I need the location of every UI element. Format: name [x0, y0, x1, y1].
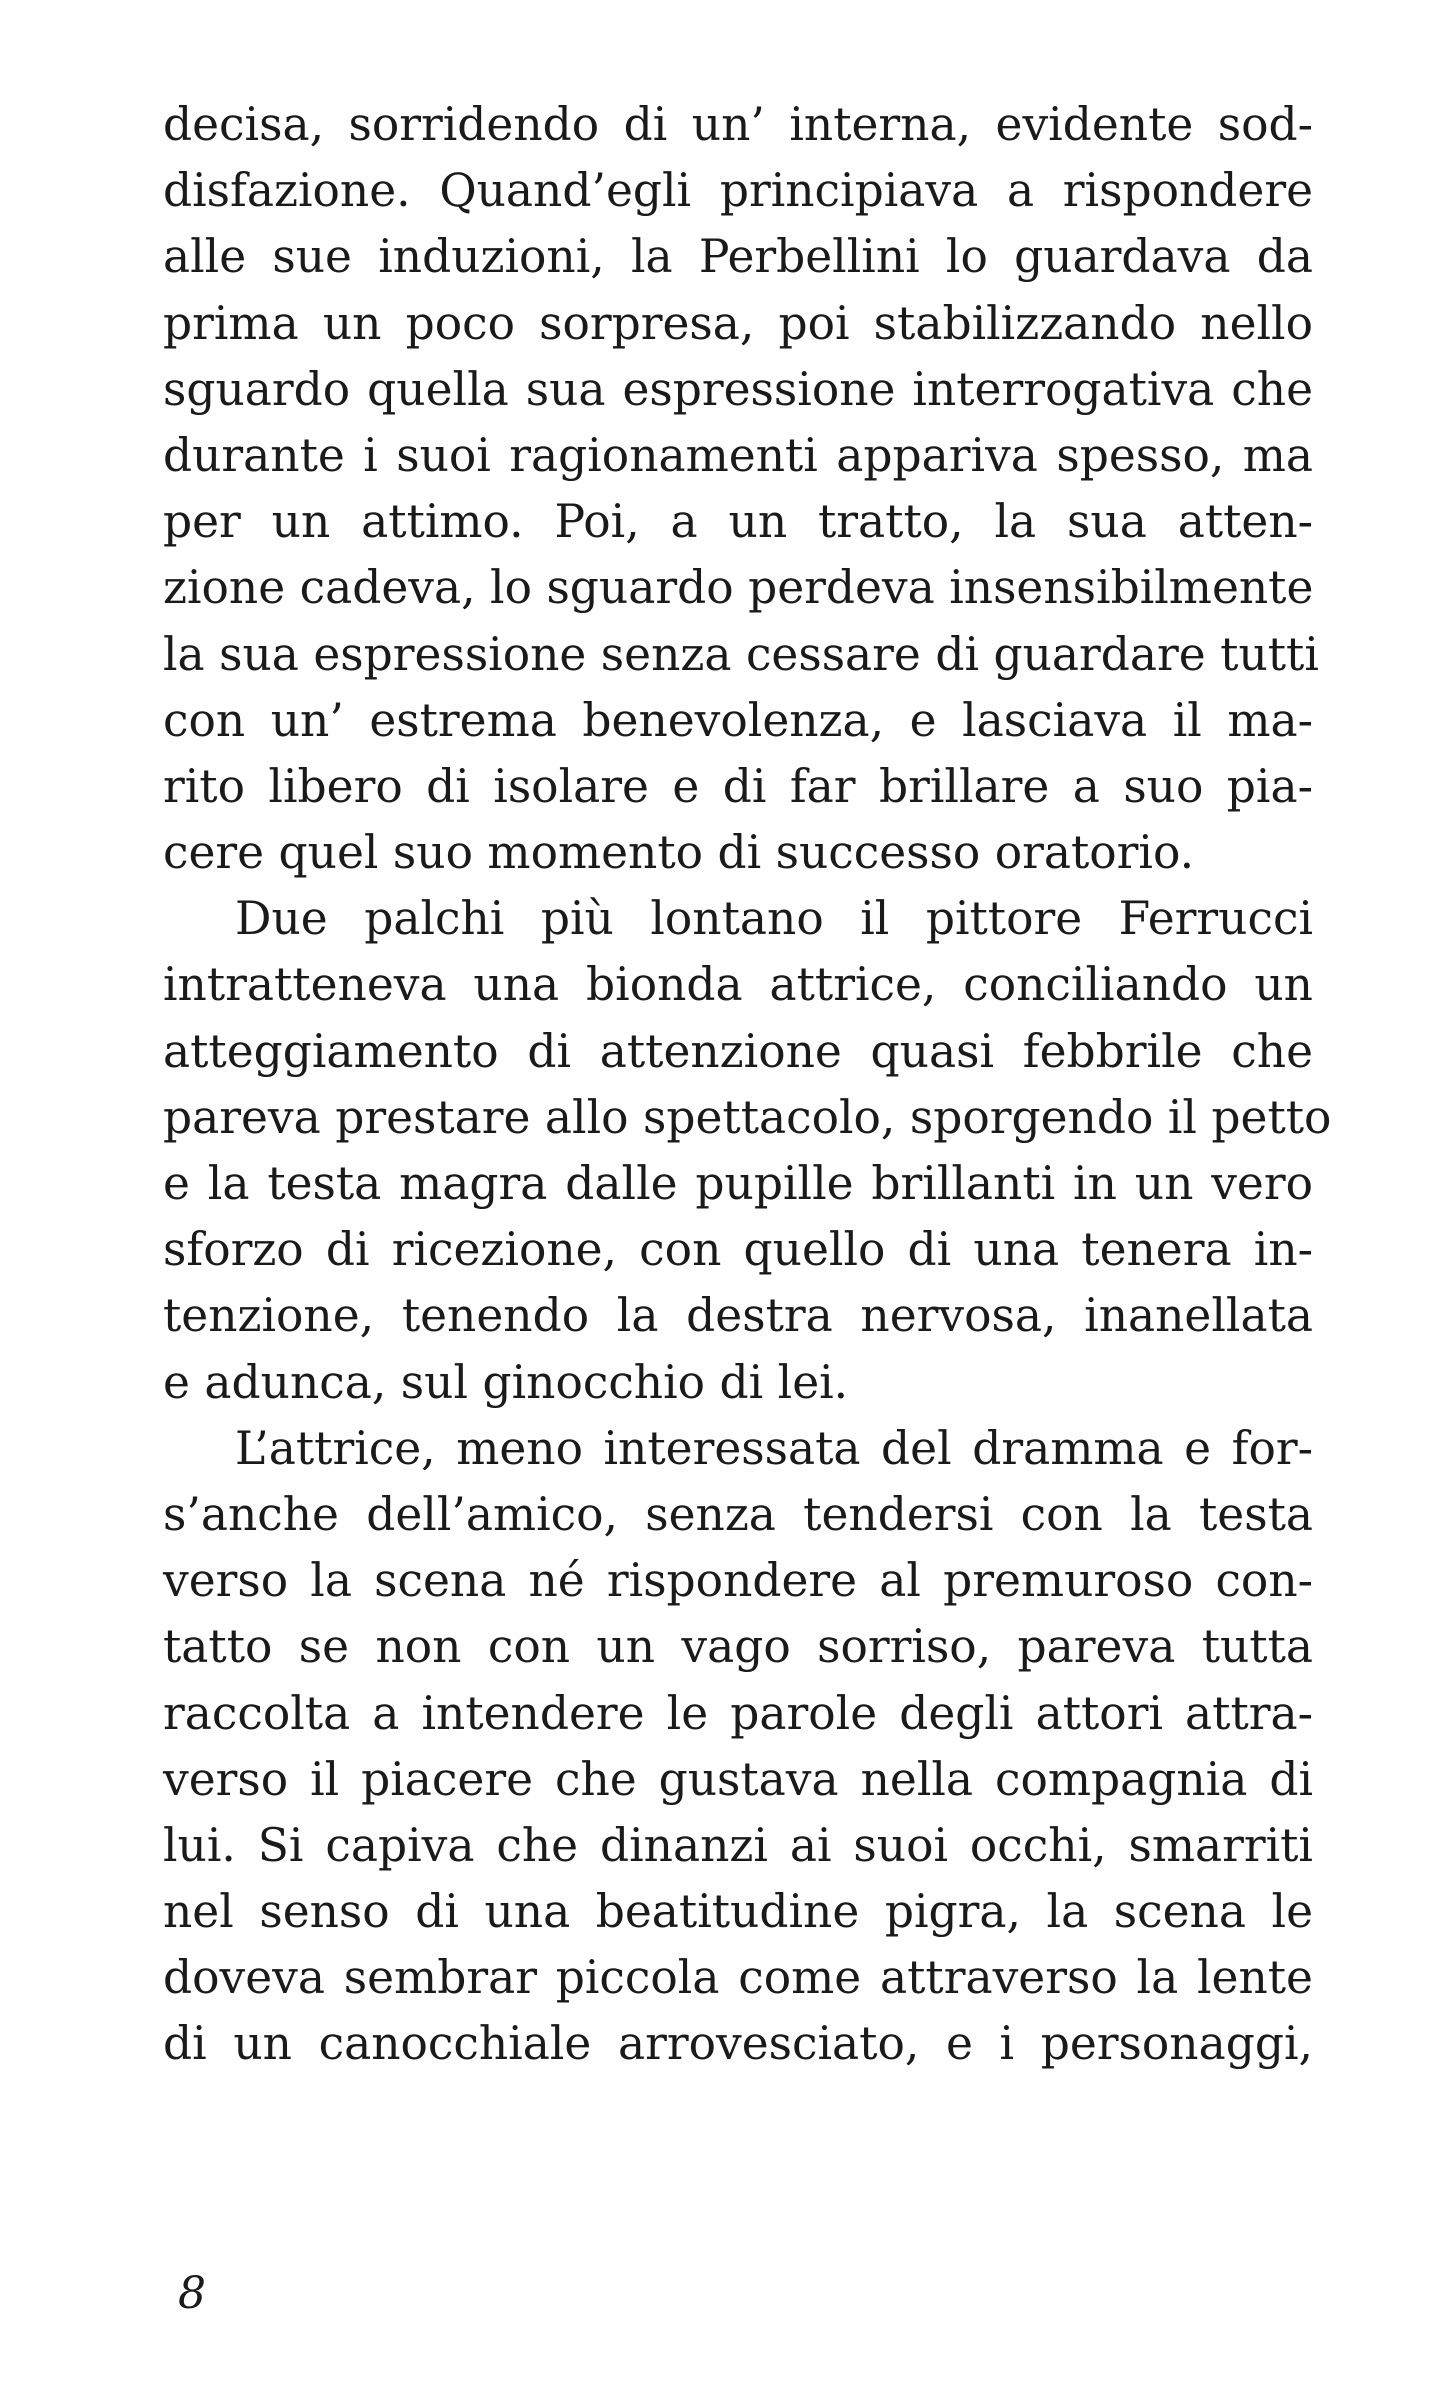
text-line: alle sue induzioni, la Perbellini lo guardava da	[163, 230, 1313, 284]
text-line: lui. Si capiva che dinanzi ai suoi occhi, smarriti	[163, 1818, 1313, 1872]
text-line: la sua espressione senza cessare di guardare tutti	[163, 627, 1319, 681]
text-line: di un canocchiale arrovesciato, e i personaggi,	[163, 2017, 1313, 2071]
text-line: rito libero di isolare e di far brillare a suo pia-	[163, 759, 1313, 813]
text-line: intratteneva una bionda attrice, conciliando un	[163, 958, 1313, 1012]
text-line: durante i suoi ragionamenti appariva spesso, ma	[163, 428, 1313, 482]
page-number: 8	[178, 2268, 206, 2319]
text-line: Due palchi più lontano il pittore Ferrucci	[235, 892, 1313, 946]
text-line: e la testa magra dalle pupille brillanti in un vero	[163, 1157, 1313, 1210]
text-line: tatto se non con un vago sorriso, pareva tutta	[163, 1620, 1313, 1674]
text-line: tenzione, tenendo la destra nervosa, inanellata	[163, 1289, 1313, 1343]
text-line: con un’ estrema benevolenza, e lasciava il ma-	[163, 693, 1313, 747]
text-line: raccolta a intendere le parole degli attori attra-	[163, 1686, 1313, 1740]
text-line: atteggiamento di attenzione quasi febbrile che	[163, 1024, 1313, 1078]
text-line: sforzo di ricezione, con quello di una tenera in-	[163, 1223, 1313, 1277]
body-text	[163, 92, 1332, 2078]
text-line: decisa, sorridendo di un’ interna, evidente sod-	[163, 98, 1313, 151]
paragraph-1	[163, 92, 1319, 886]
text-line: cere quel suo momento di successo oratorio.	[163, 826, 1195, 880]
text-line: nel senso di una beatitudine pigra, la scena le	[163, 1885, 1313, 1939]
text-line: sguardo quella sua espressione interrogativa che	[163, 362, 1313, 416]
text-line: disfazione. Quand’egli principiava a rispondere	[163, 164, 1313, 218]
text-line: prima un poco sorpresa, poi stabilizzando nello	[163, 296, 1313, 350]
text-line: e adunca, sul ginocchio di lei.	[163, 1355, 849, 1409]
paragraph-2	[163, 886, 1332, 1416]
text-line: s’anche dell’amico, senza tendersi con la testa	[163, 1487, 1313, 1541]
text-line: pareva prestare allo spettacolo, sporgendo il petto	[163, 1090, 1332, 1144]
text-line: verso il piacere che gustava nella compagnia di	[163, 1752, 1313, 1806]
text-line: L’attrice, meno interessata del dramma e for-	[235, 1421, 1313, 1475]
text-line: per un attimo. Poi, a un tratto, la sua atten-	[163, 495, 1313, 549]
paragraph-3	[163, 1416, 1313, 2078]
text-line: verso la scena né rispondere al premuroso con-	[163, 1554, 1313, 1608]
text-line: doveva sembrar piccola come attraverso la lente	[163, 1951, 1313, 2005]
text-line: zione cadeva, lo sguardo perdeva insensibilmente	[163, 561, 1314, 615]
